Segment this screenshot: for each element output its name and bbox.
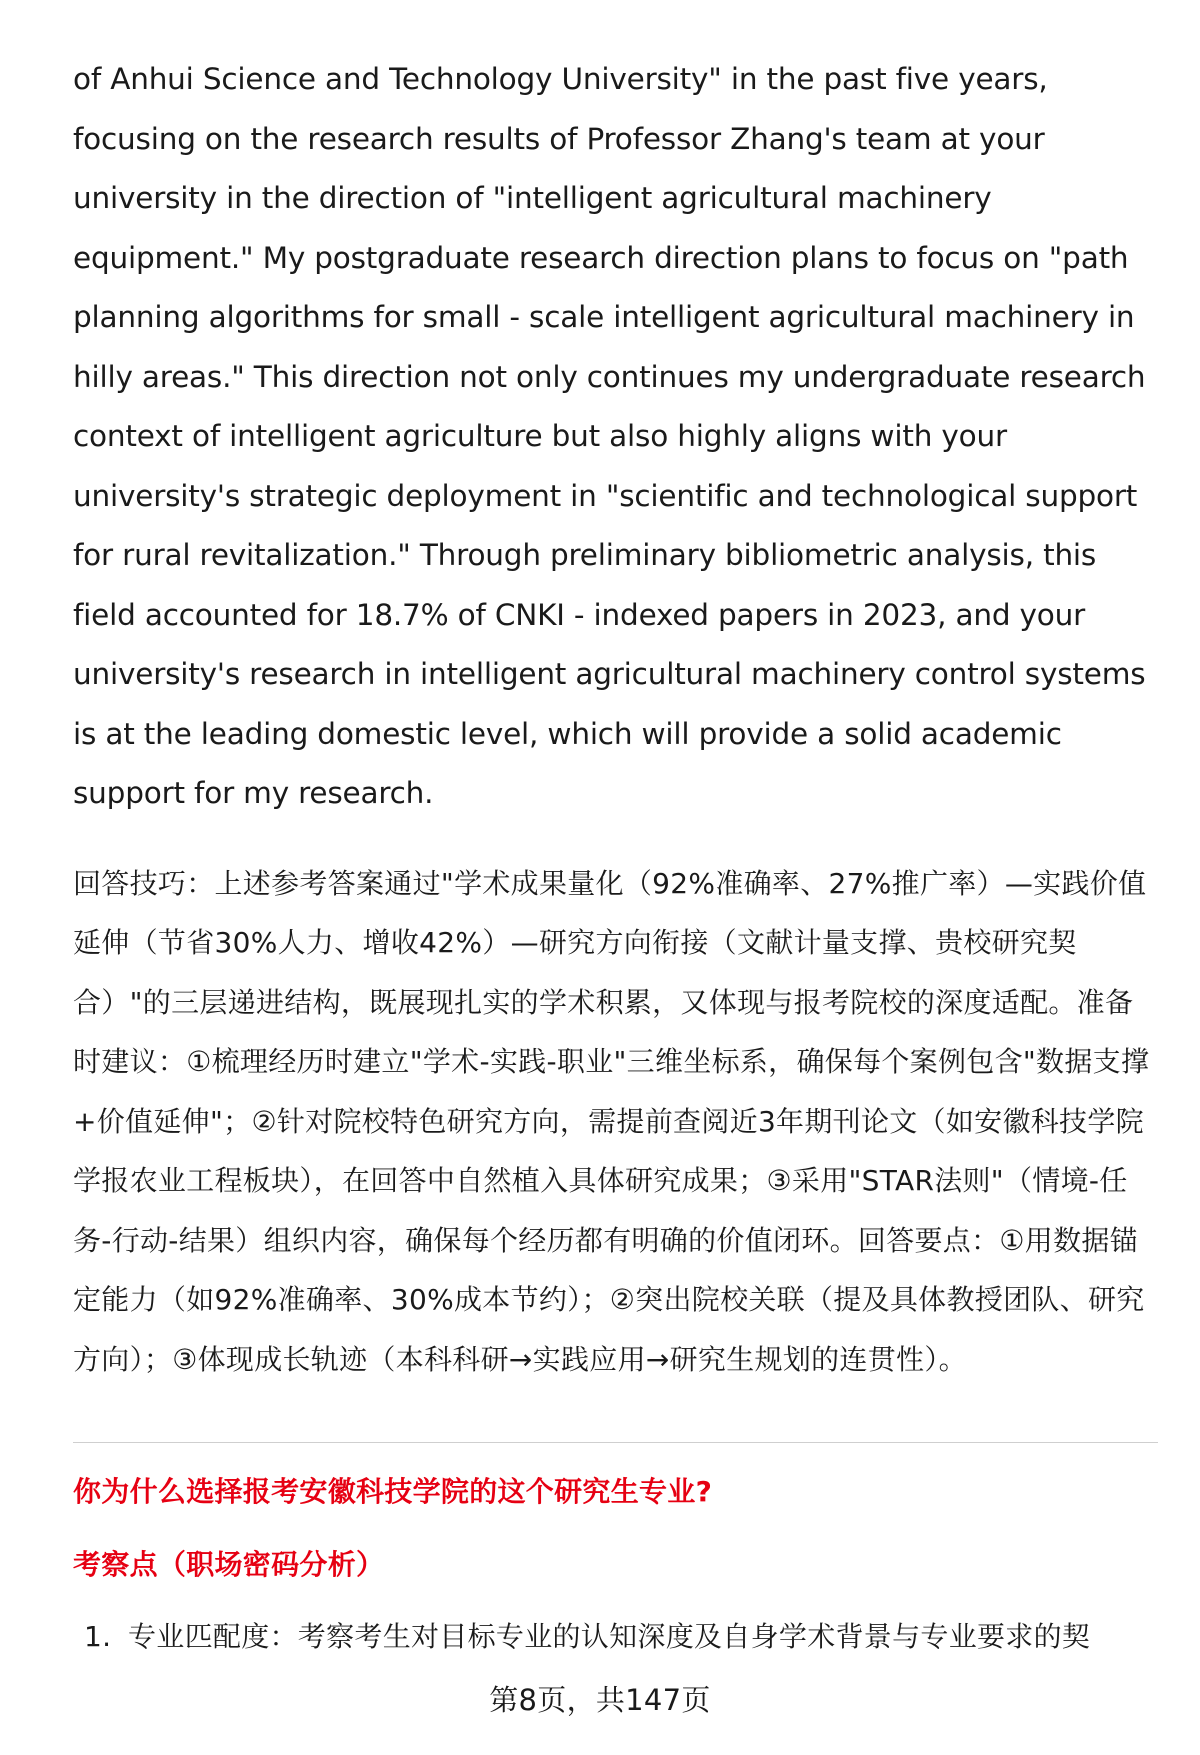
question-heading: 你为什么选择报考安徽科技学院的这个研究生专业? (73, 1475, 713, 1508)
list-item-text: 专业匹配度：考察考生对目标专业的认知深度及自身学术背景与专业要求的契 (128, 1620, 1091, 1653)
answer-tips-paragraph: 回答技巧：上述参考答案通过"学术成果量化（92%准确率、27%推广率）—实践价值延伸（节省30%人力、增收42%）—研究方向衔接（文献计量支撑、贵校研究契合）"的三层递进结构，既展现扎实的学术积累，又体现与报考院校的深度适配。准备时建议：①梳理经历时建立"学术-实践-职业"三维坐标系，确保每个案例包含"数据支撑+价值延伸"；②针对院校特色研究方向，需提前查阅近3年期刊论文（如安徽科技学院学报农业工程板块），在回答中自然植入具体研究成果；③采用"STAR法则"（情境-任务-行动-结果）组织内容，确保每个经历都有明确的价值闭环。回答要点：①用数据锚定能力（如92%准确率、30%成本节约）；②突出院校关联（提及具体教授团队、研究方向）；③体现成长轨迹（本科科研→实践应用→研究生规划的连贯性）。 (73, 866, 1150, 1376)
list-item-number: 1. (84, 1620, 112, 1653)
page-number: 第8页，共147页 (489, 1683, 711, 1717)
assessment-points-heading: 考察点（职场密码分析） (73, 1548, 385, 1581)
section-divider (73, 1442, 1158, 1443)
list-item (84, 1615, 1164, 1655)
document-body (73, 50, 1158, 1389)
answer-paragraph-en: of Anhui Science and Technology University" in the past five years, focusing on the research results of Professor Zhang's team at your university in the direction of "intelligent agricultural machinery equipment." My postgraduate research direction plans to focus on "path planning algorithms for small - scale intelligent agricultural machinery in hilly areas." This direction not only continues my undergraduate research context of intelligent agriculture but also highly aligns with your university's strategic deployment in "scientific and technological support for rural revitalization." Through preliminary bibliometric analysis, this field accounted for 18.7% of CNKI - indexed papers in 2023, and your university's research in intelligent agricultural machinery control systems is at the leading domestic level, which will provide a solid academic support for my research. (73, 62, 1146, 810)
